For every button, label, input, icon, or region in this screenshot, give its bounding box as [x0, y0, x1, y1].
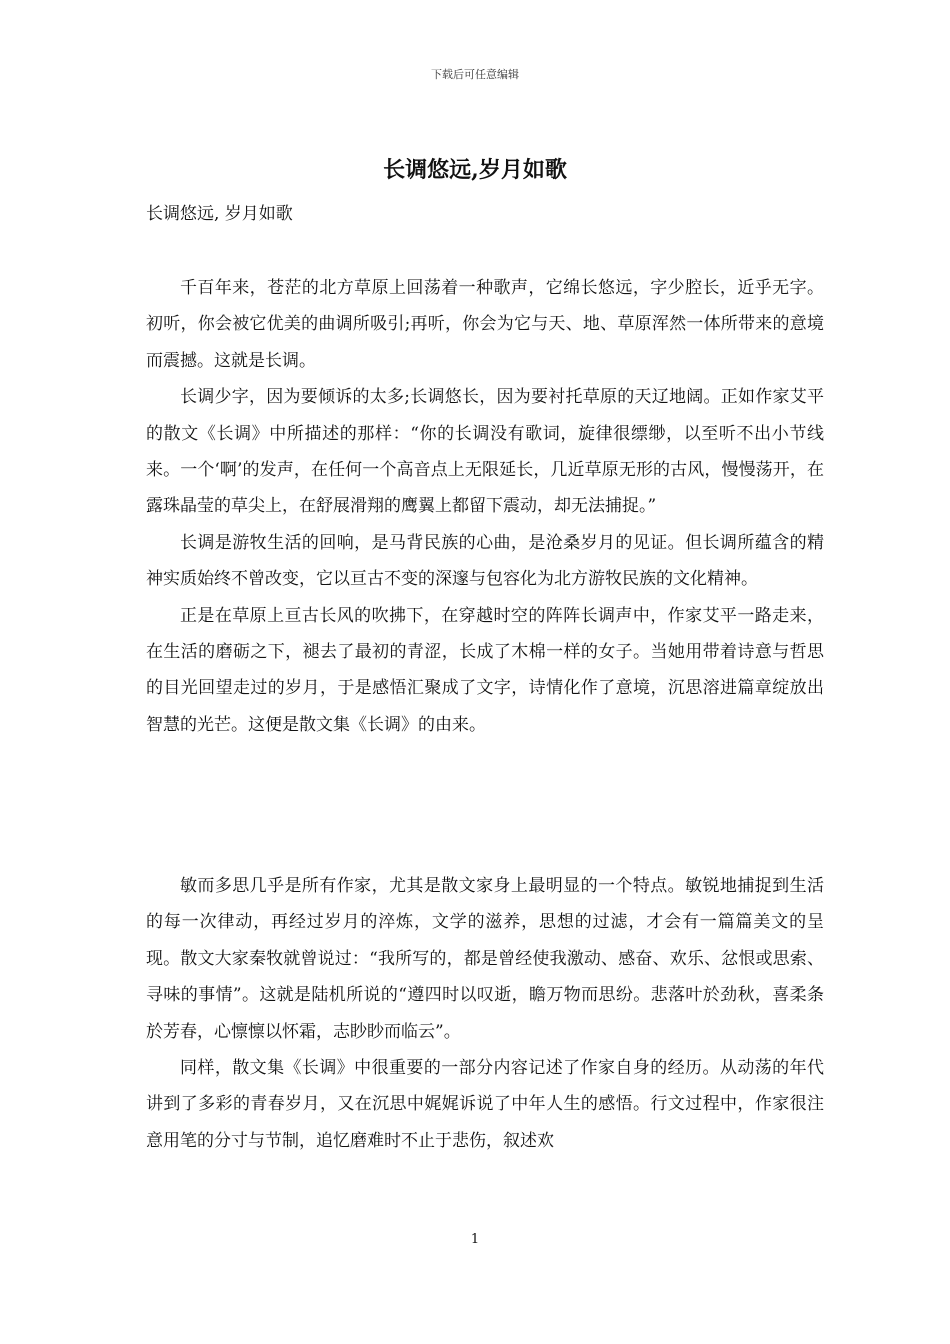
- paragraph: 正是在草原上亘古长风的吹拂下，在穿越时空的阵阵长调声中，作家艾平一路走来，在生活的磨砺之下，褪去了最初的青涩，长成了木棉一样的女子。当她用带着诗意与哲思的目光回望走过的岁月，于是感悟汇聚成了文字，诗情化作了意境，沉思溶进篇章绽放出智慧的光芒。这便是散文集《长调》的由来。: [146, 605, 824, 735]
- document-subtitle: 长调悠远, 岁月如歌: [146, 204, 293, 224]
- page-number: 1: [470, 1232, 480, 1247]
- paragraph: 千百年来，苍茫的北方草原上回荡着一种歌声，它绵长悠远，字少腔长，近乎无字。初听，你会被它优美的曲调所吸引;再听，你会为它与天、地、草原浑然一体所带来的意境而震撼。这就是长调。: [146, 278, 824, 371]
- document-title: 长调悠远,岁月如歌: [383, 157, 567, 183]
- paragraph: 敏而多思几乎是所有作家，尤其是散文家身上最明显的一个特点。敏锐地捕捉到生活的每一次律动，再经过岁月的淬炼，文学的滋养，思想的过滤，才会有一篇篇美文的呈现。散文大家秦牧就曾说过：“我所写的，都是曾经使我激动、感奋、欢乐、忿恨或思索、寻味的事情”。这就是陆机所说的“遵四时以叹逝，瞻万物而思纷。悲落叶於劲秋，喜柔条於芳春，心懔懔以怀霜，志眇眇而临云”。: [146, 876, 824, 1042]
- body-section-1: [146, 270, 824, 743]
- paragraph: 长调少字，因为要倾诉的太多;长调悠长，因为要衬托草原的天辽地阔。正如作家艾平的散文《长调》中所描述的那样：“你的长调没有歌词，旋律很缥缈，以至听不出小节线来。一个‘啊’的发声，在任何一个高音点上无限延长，几近草原无形的古风，慢慢荡开，在露珠晶莹的草尖上，在舒展滑翔的鹰翼上都留下震动，却无法捕捉。”: [146, 387, 824, 517]
- header-note: 下载后可任意编辑: [431, 68, 519, 81]
- body-section-2: [146, 868, 824, 1159]
- paragraph: 长调是游牧生活的回响，是马背民族的心曲，是沧桑岁月的见证。但长调所蕴含的精神实质始终不曾改变，它以亘古不变的深邃与包容化为北方游牧民族的文化精神。: [146, 532, 824, 590]
- paragraph: 同样，散文集《长调》中很重要的一部分内容记述了作家自身的经历。从动荡的年代讲到了多彩的青春岁月，又在沉思中娓娓诉说了中年人生的感悟。行文过程中，作家很注意用笔的分寸与节制，追忆磨难时不止于悲伤，叙述欢: [146, 1058, 824, 1151]
